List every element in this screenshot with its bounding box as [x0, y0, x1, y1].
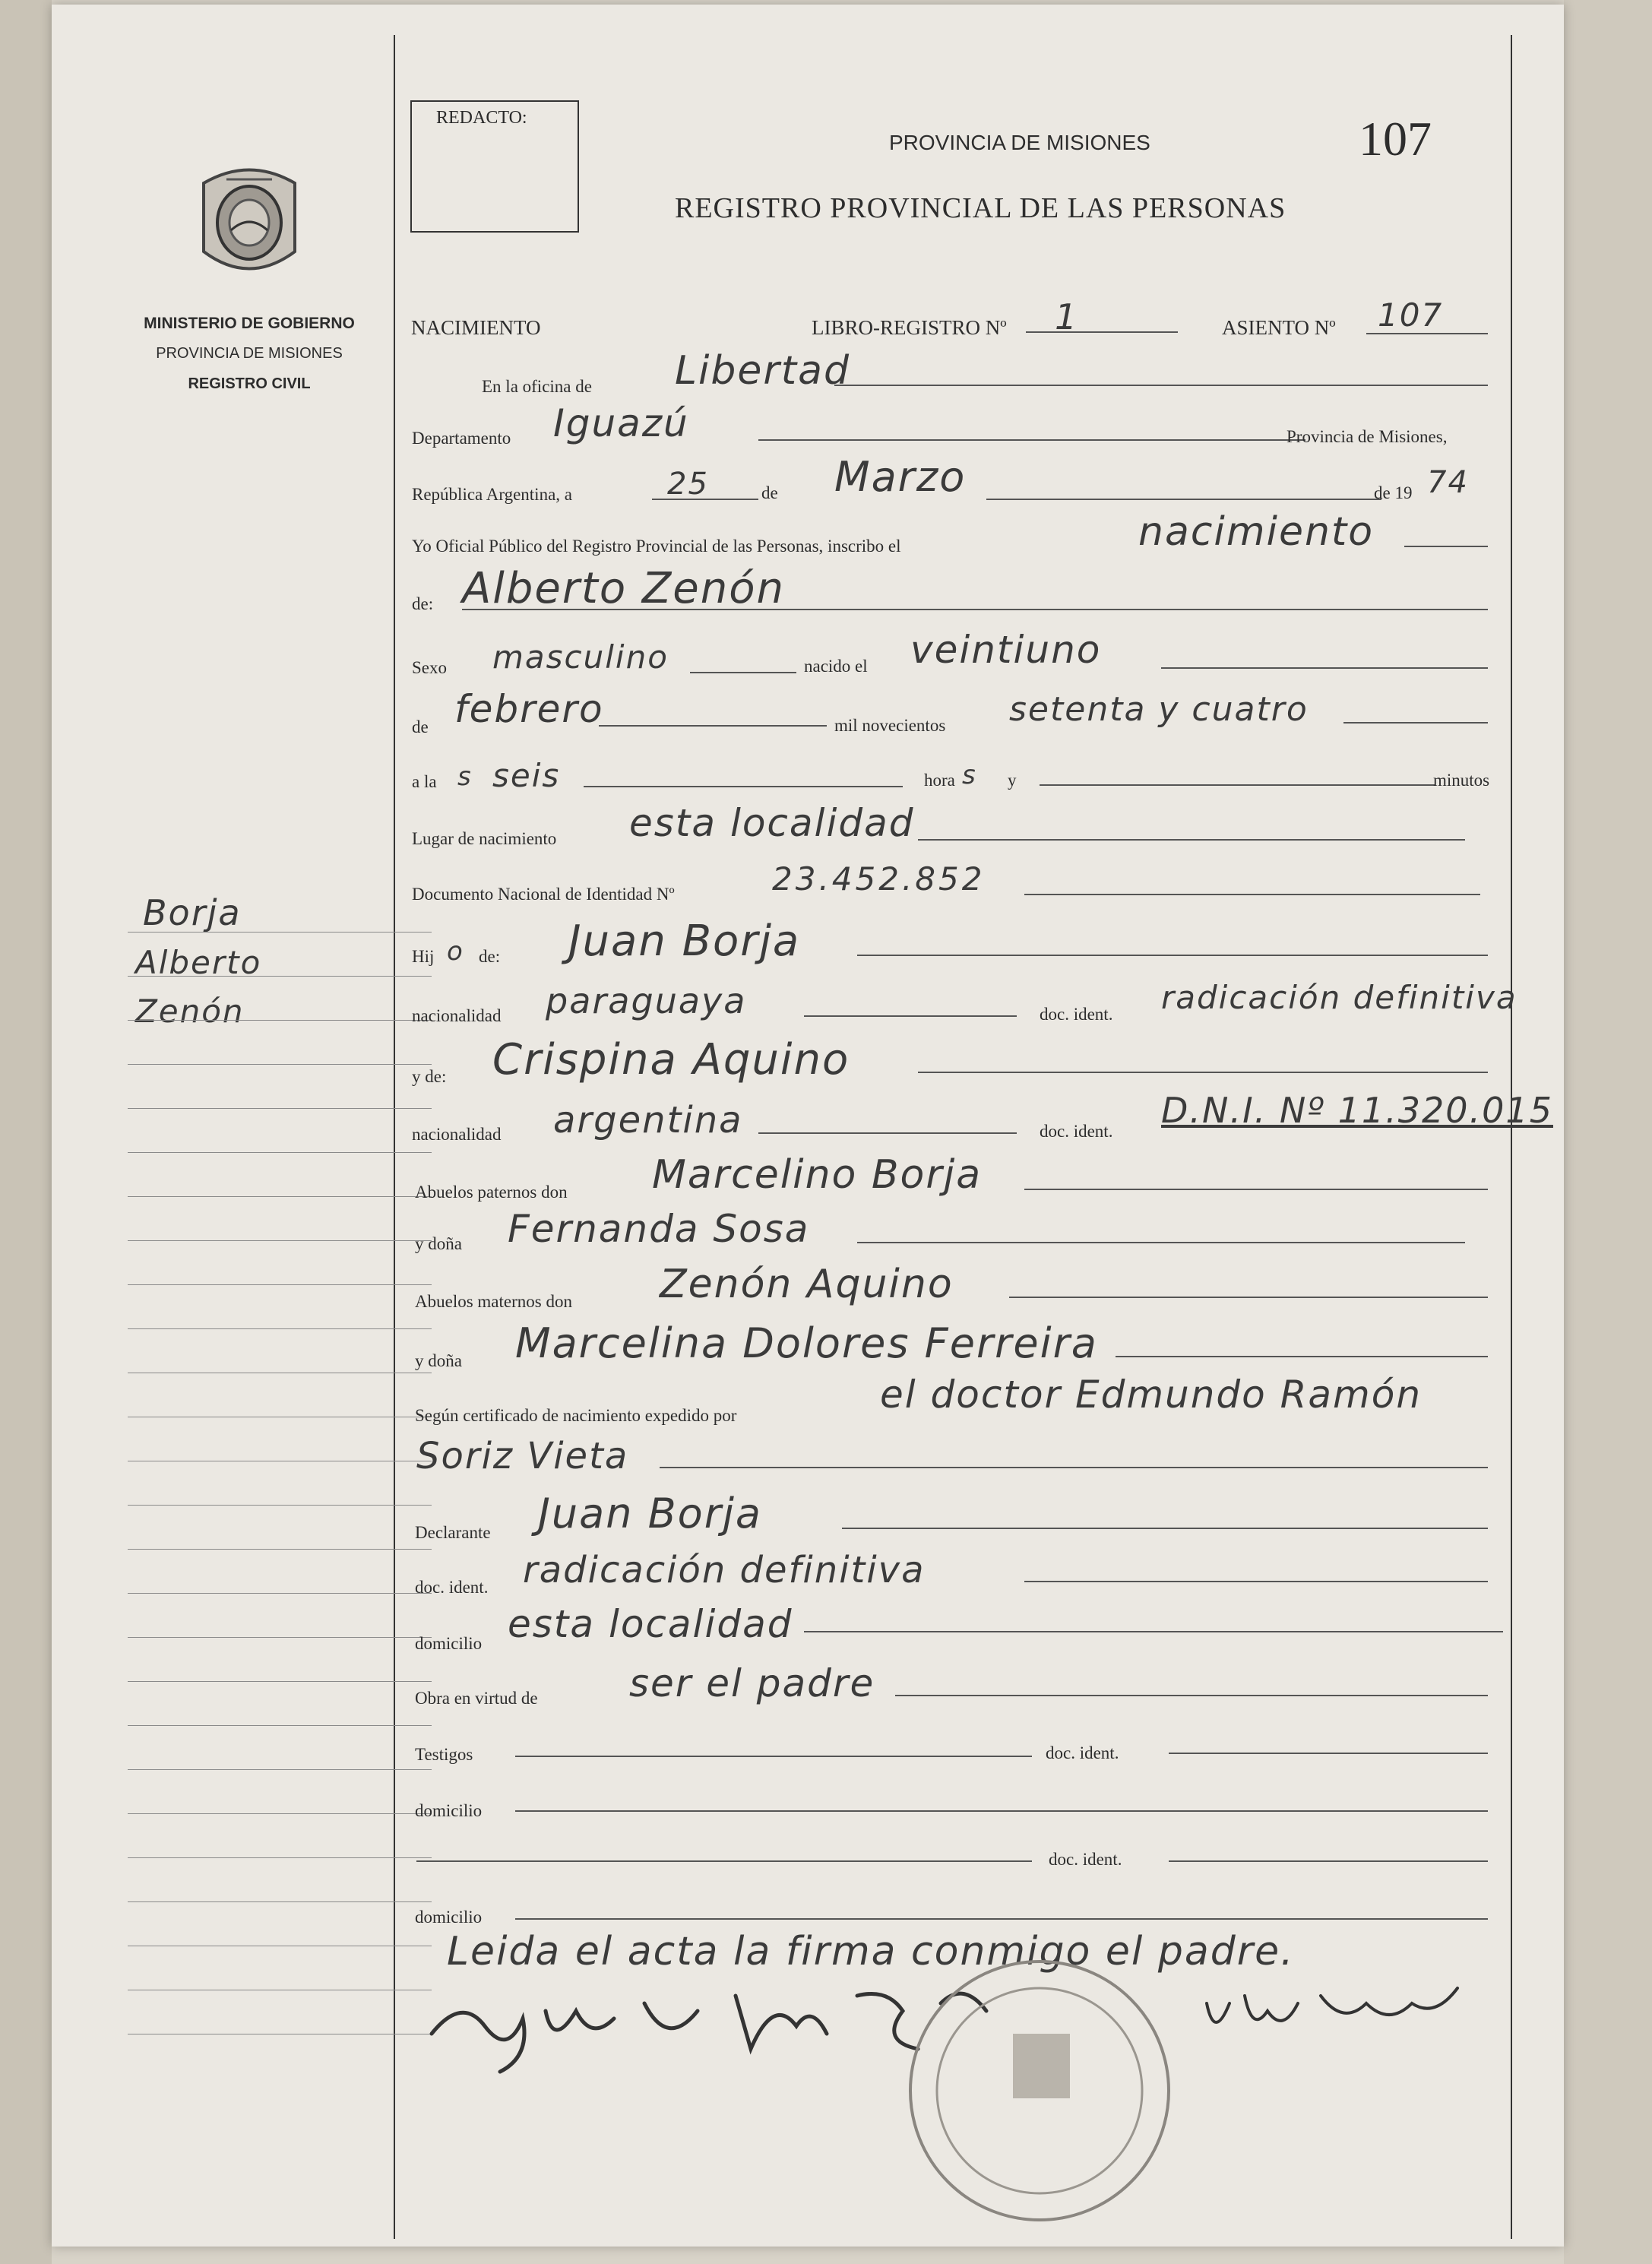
abuelo-pat-rule — [1024, 1189, 1488, 1190]
hijo-label: Hij — [412, 947, 435, 966]
cierre-text: Leida el acta la firma conmigo el padre. — [447, 1929, 1295, 1974]
dni-rule — [1024, 894, 1480, 895]
libro-value: 1 — [1055, 296, 1079, 337]
oficina-label: En la oficina de — [482, 377, 592, 396]
margin-rule-line — [128, 1681, 432, 1682]
ministry-line-3: REGISTRO CIVIL — [188, 375, 311, 392]
margin-rule-line — [128, 1637, 432, 1638]
nacido-value: veintiuno — [910, 628, 1102, 672]
margin-note-surname: Borja — [143, 892, 242, 933]
nac-padre-rule — [804, 1015, 1017, 1017]
margin-rule-line — [128, 1064, 432, 1065]
minutos-rule — [1040, 784, 1435, 786]
abuelos-pat-label: Abuelos paternos don — [415, 1183, 568, 1202]
nac-mes-value: febrero — [454, 687, 604, 731]
oficina-rule — [834, 385, 1488, 386]
nac-padre-label: nacionalidad — [412, 1006, 502, 1025]
margin-rule-line — [128, 1020, 432, 1021]
margin-rule-line — [128, 1901, 432, 1902]
y-dona-pat-label: y doña — [415, 1234, 462, 1253]
persona-value: Alberto Zenón — [462, 564, 785, 613]
decl-doc-rule — [1024, 1581, 1488, 1582]
margin-rule-line — [128, 1857, 432, 1858]
hijo-hand: o — [447, 936, 464, 967]
margin-rule-line — [128, 1549, 432, 1550]
official-signature — [1192, 1973, 1480, 2057]
certificado-value: el doctor Edmundo Ramón — [880, 1373, 1423, 1417]
de-label: de — [761, 483, 778, 502]
margin-note-name-2: Zenón — [135, 993, 245, 1030]
abuelo-mat-rule — [1009, 1297, 1488, 1298]
obra-rule — [895, 1695, 1488, 1696]
asiento-value: 107 — [1378, 296, 1444, 334]
testigo2-rule — [416, 1860, 1032, 1862]
nac-madre-rule — [758, 1132, 1017, 1134]
lugar-rule — [918, 839, 1465, 841]
y-dona-mat-label: y doña — [415, 1351, 462, 1370]
decl-doc-value: radicación definitiva — [523, 1549, 926, 1591]
dia-value: 25 — [667, 467, 709, 502]
abuelo-mat-value: Zenón Aquino — [660, 1262, 954, 1307]
dni-label: Documento Nacional de Identidad Nº — [412, 885, 675, 904]
de-mes-label: de — [412, 717, 429, 736]
dni-value: 23.452.852 — [772, 860, 986, 898]
mes-rule — [986, 499, 1381, 500]
oficial-value: nacimiento — [1138, 509, 1375, 555]
testigo1-domicilio-label: domicilio — [415, 1801, 483, 1820]
margin-rule-line — [128, 1328, 432, 1329]
right-border — [1511, 35, 1512, 2239]
margin-rule-line — [128, 1593, 432, 1594]
page-number: 107 — [1359, 112, 1432, 166]
asiento-rule — [1366, 333, 1488, 334]
madre-value: Crispina Aquino — [492, 1035, 850, 1085]
nacido-label: nacido el — [804, 657, 868, 676]
certificado-rule-2 — [660, 1467, 1488, 1468]
binding-edge — [0, 0, 52, 2264]
anio-value: 74 — [1427, 465, 1469, 500]
doc-padre-value: radicación definitiva — [1161, 979, 1517, 1016]
departamento-label: Departamento — [412, 429, 511, 448]
lugar-label: Lugar de nacimiento — [412, 829, 557, 848]
asiento-label: ASIENTO Nº — [1222, 316, 1336, 339]
decl-doc-label: doc. ident. — [415, 1578, 489, 1597]
margin-rule-line — [128, 1196, 432, 1197]
mil-rule — [1343, 722, 1488, 724]
dia-rule — [652, 499, 758, 500]
horas-label: hora — [924, 771, 955, 790]
margin-rule-line — [128, 1284, 432, 1285]
nacimiento-label: NACIMIENTO — [411, 316, 541, 339]
doc-padre-label: doc. ident. — [1040, 1005, 1113, 1024]
margin-rule-line — [128, 1240, 432, 1241]
margin-note-name-1: Alberto — [135, 944, 262, 981]
sexo-rule — [690, 672, 796, 673]
declarante-label: Declarante — [415, 1523, 491, 1542]
persona-rule — [462, 609, 1488, 610]
oficina-value: Libertad — [675, 348, 851, 394]
margin-rule-line — [128, 1505, 432, 1506]
mil-value: setenta y cuatro — [1009, 690, 1309, 729]
nac-madre-label: nacionalidad — [412, 1125, 502, 1144]
domicilio-rule — [804, 1631, 1503, 1632]
abuela-mat-rule — [1116, 1356, 1488, 1357]
mes-value: Marzo — [834, 453, 967, 501]
testigo2-domicilio-rule — [515, 1918, 1488, 1920]
margin-rule-line — [128, 1152, 432, 1153]
abuela-pat-rule — [857, 1242, 1465, 1243]
departamento-value: Iguazú — [553, 401, 689, 445]
certificado-value-2: Soriz Vieta — [416, 1435, 629, 1477]
margin-rule-line — [128, 1769, 432, 1770]
obra-value: ser el padre — [629, 1661, 875, 1705]
hora-prefix-label: a la — [412, 772, 437, 791]
oficial-rule — [1404, 546, 1488, 547]
redacto-label: REDACTO: — [436, 108, 527, 128]
certificado-label: Según certificado de nacimiento expedido por — [415, 1406, 737, 1425]
provincia-label: Provincia de Misiones, — [1286, 427, 1448, 446]
madre-rule — [918, 1072, 1488, 1073]
registry-page — [52, 5, 1564, 2247]
declarante-rule — [842, 1528, 1488, 1529]
departamento-rule — [758, 439, 1305, 441]
minutos-label: minutos — [1433, 771, 1490, 790]
ministry-line-2: PROVINCIA DE MISIONES — [156, 345, 343, 362]
padre-rule — [857, 955, 1488, 956]
libro-label: LIBRO-REGISTRO Nº — [812, 316, 1007, 339]
sexo-value: masculino — [492, 638, 669, 676]
padre-value: Juan Borja — [568, 917, 801, 966]
margin-rule-line — [128, 1813, 432, 1814]
lugar-value: esta localidad — [629, 801, 915, 845]
declarante-value: Juan Borja — [538, 1490, 763, 1537]
nacido-rule — [1161, 667, 1488, 669]
testigos-doc-rule — [1169, 1753, 1488, 1754]
testigo2-doc-rule — [1169, 1860, 1488, 1862]
sexo-label: Sexo — [412, 658, 447, 677]
margin-divider — [394, 35, 395, 2239]
de-anio-label: de 19 — [1374, 483, 1413, 502]
domicilio-label: domicilio — [415, 1634, 483, 1653]
redacto-box — [410, 100, 579, 233]
doc-madre-label: doc. ident. — [1040, 1122, 1113, 1141]
page-stack-edge — [1564, 0, 1652, 2264]
republica-label: República Argentina, a — [412, 485, 572, 504]
y-label: y — [1008, 771, 1017, 790]
abuela-mat-value: Marcelina Dolores Ferreira — [515, 1319, 1098, 1367]
domicilio-value: esta localidad — [508, 1602, 793, 1646]
de-persona-label: de: — [412, 594, 434, 613]
testigo1-domicilio-rule — [515, 1810, 1488, 1812]
hora-prefix-hand: s — [457, 762, 473, 792]
nac-padre-value: paraguaya — [546, 980, 747, 1021]
horas-hand: s — [962, 760, 977, 790]
oficial-label: Yo Oficial Público del Registro Provincial de las Personas, inscribo el — [412, 537, 901, 556]
abuelo-pat-value: Marcelino Borja — [652, 1152, 983, 1198]
mil-label: mil novecientos — [834, 716, 946, 735]
obra-label: Obra en virtud de — [415, 1689, 538, 1708]
ministry-line-1: MINISTERIO DE GOBIERNO — [144, 315, 355, 332]
coat-of-arms-seal — [196, 160, 302, 282]
official-stamp — [895, 1950, 1184, 2231]
hora-rule — [584, 786, 903, 787]
abuelos-mat-label: Abuelos maternos don — [415, 1292, 572, 1311]
doc-madre-value: D.N.I. Nº 11.320.015 — [1161, 1090, 1553, 1131]
nac-mes-rule — [599, 725, 827, 727]
abuela-pat-value: Fernanda Sosa — [508, 1207, 810, 1251]
testigos-rule — [515, 1756, 1032, 1757]
margin-rule-line — [128, 976, 432, 977]
page-title: REGISTRO PROVINCIAL DE LAS PERSONAS — [675, 192, 1286, 224]
hijo-de-label: de: — [479, 947, 501, 966]
margin-rule-line — [128, 932, 432, 933]
margin-rule-line — [128, 1108, 432, 1109]
province-heading: PROVINCIA DE MISIONES — [889, 131, 1150, 154]
hora-value: seis — [492, 757, 561, 794]
testigo2-doc-label: doc. ident. — [1049, 1850, 1122, 1869]
y-de-label: y de: — [412, 1067, 447, 1086]
testigos-doc-label: doc. ident. — [1046, 1743, 1119, 1762]
testigo2-domicilio-label: domicilio — [415, 1908, 483, 1927]
nac-madre-value: argentina — [553, 1099, 743, 1141]
margin-rule-line — [128, 1725, 432, 1726]
libro-rule — [1026, 331, 1178, 333]
testigos-label: Testigos — [415, 1745, 473, 1764]
